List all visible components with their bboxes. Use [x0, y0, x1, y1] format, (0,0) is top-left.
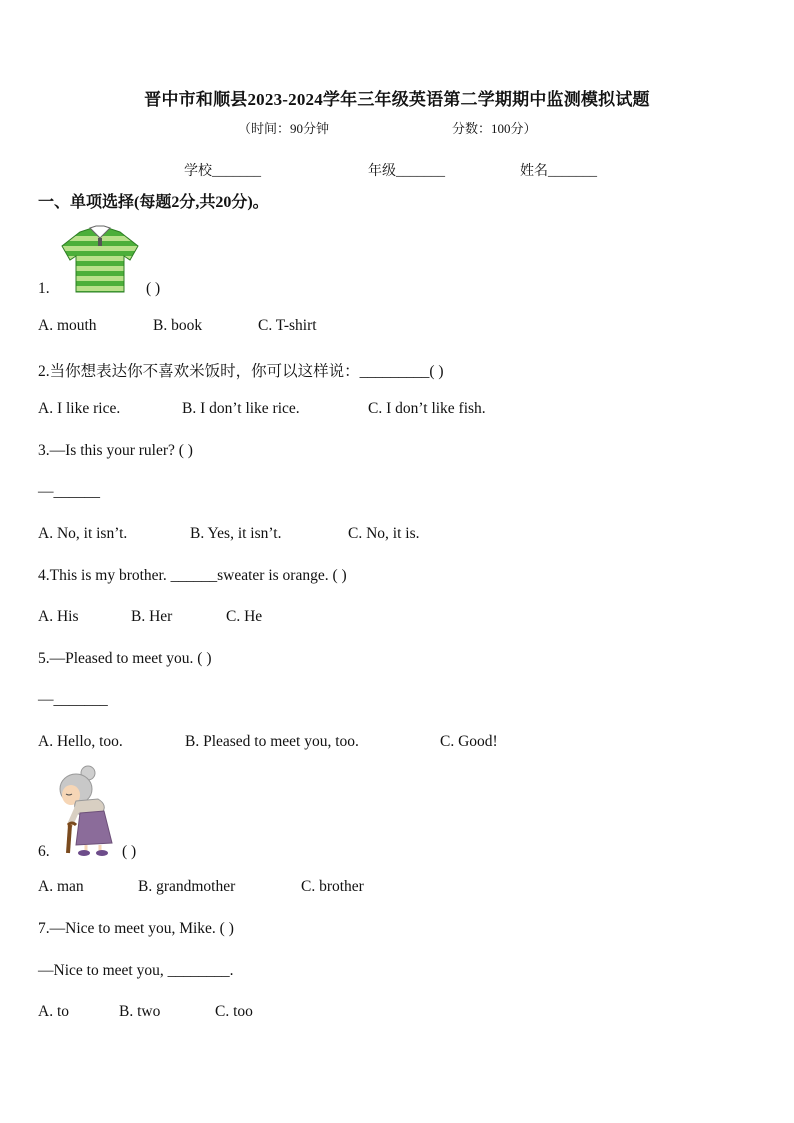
q5-answer-line: —_______ [38, 691, 108, 708]
grade-field: 年级_______ [368, 164, 445, 179]
q5-option-c: C. Good! [440, 733, 498, 750]
q7-answer-line: —Nice to meet you, ________. [38, 962, 234, 979]
tshirt-picture [58, 224, 142, 296]
q4-option-c: C. He [226, 608, 263, 625]
q1-number: 1. [38, 280, 50, 297]
q4-option-a: A. His [38, 608, 79, 625]
q4-option-b: B. Her [131, 608, 173, 625]
q6-number: 6. [38, 843, 50, 860]
q7-option-c: C. too [215, 1003, 253, 1020]
q7-text: 7.—Nice to meet you, Mike. ( ) [38, 920, 234, 937]
q6-option-c: C. brother [301, 878, 364, 895]
q2-option-c: C. I don’t like fish. [368, 400, 486, 417]
q3-answer-line: —______ [38, 483, 100, 500]
q2-text: 2.当你想表达你不喜欢米饭时，你可以这样说：_________( ) [38, 363, 444, 380]
name-field: 姓名_______ [520, 164, 597, 179]
q5-text: 5.—Pleased to meet you. ( ) [38, 650, 212, 667]
q5-option-a: A. Hello, too. [38, 733, 123, 750]
q7-option-b: B. two [119, 1003, 161, 1020]
exam-title: 晋中市和顺县2023-2024学年三年级英语第二学期期中监测模拟试题 [144, 90, 650, 109]
grandmother-icon [52, 765, 118, 857]
q3-option-a: A. No, it isn’t. [38, 525, 128, 542]
exam-time: （时间：90分钟 [238, 121, 330, 136]
q5-option-b: B. Pleased to meet you, too. [185, 733, 359, 750]
q1-option-a: A. mouth [38, 317, 97, 334]
q4-text: 4.This is my brother. ______sweater is orange. ( ) [38, 567, 347, 584]
q1-option-b: B. book [153, 317, 203, 334]
q6-option-a: A. man [38, 878, 84, 895]
q3-text: 3.—Is this your ruler? ( ) [38, 442, 193, 459]
q1-answer-blank: ( ) [146, 280, 161, 297]
striped-tshirt-icon [58, 224, 142, 296]
q6-answer-blank: ( ) [122, 843, 137, 860]
q3-option-b: B. Yes, it isn’t. [190, 525, 282, 542]
q3-option-c: C. No, it is. [348, 525, 420, 542]
q6-option-b: B. grandmother [138, 878, 236, 895]
grandmother-picture [52, 765, 118, 857]
q1-option-c: C. T-shirt [258, 317, 317, 334]
q2-option-a: A. I like rice. [38, 400, 121, 417]
q7-option-a: A. to [38, 1003, 69, 1020]
q2-option-b: B. I don’t like rice. [182, 400, 300, 417]
school-field: 学校_______ [184, 164, 261, 179]
exam-score: 分数：100分） [452, 121, 537, 136]
section-heading: 一、单项选择(每题2分,共20分)。 [38, 194, 269, 211]
